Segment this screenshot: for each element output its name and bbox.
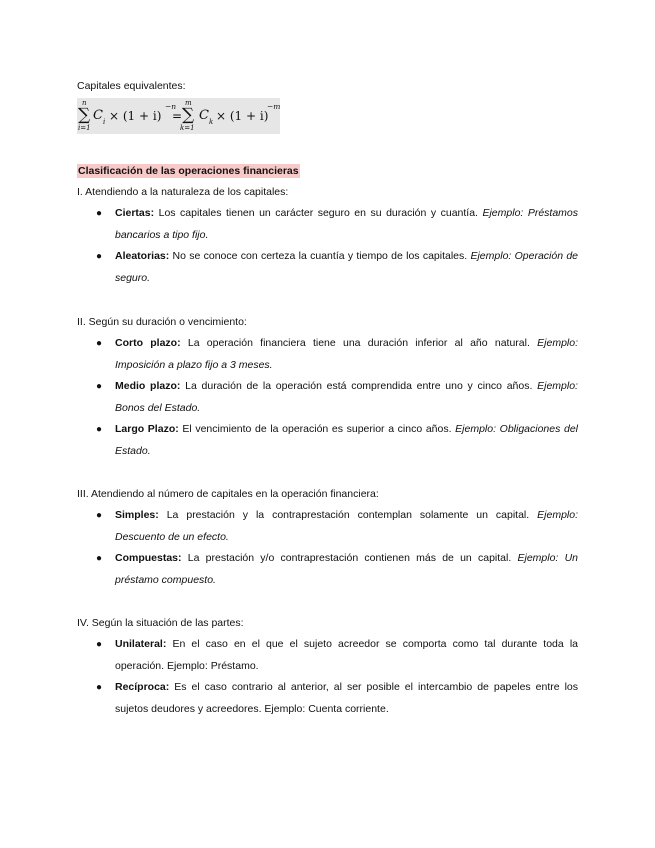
item-term: Corto plazo: bbox=[115, 337, 181, 349]
right-factor: × (1 + i) bbox=[216, 109, 269, 123]
item-example: Ejemplo: Descuento de un efecto. bbox=[115, 509, 578, 543]
right-lower-limit: k=1 bbox=[180, 124, 195, 132]
item-example: Ejemplo: Obligaciones del Estado. bbox=[115, 423, 578, 457]
equals-sign: = bbox=[172, 109, 183, 123]
right-upper-limit: m bbox=[185, 99, 192, 107]
section-title-3: III. Atendiendo al número de capitales en la operación financiera: bbox=[77, 488, 379, 500]
left-exp: −n bbox=[165, 102, 177, 111]
item-text: El vencimiento de la operación es superior a cinco años. bbox=[178, 423, 456, 435]
left-sub: i bbox=[103, 118, 106, 126]
section-title-4: IV. Según la situación de las partes: bbox=[77, 617, 244, 629]
bullet-icon: ● bbox=[96, 251, 103, 262]
left-var: C bbox=[93, 108, 103, 123]
bullet-icon: ● bbox=[96, 510, 103, 521]
item-term: Ciertas: bbox=[115, 207, 155, 219]
item-example: Ejemplo: Un préstamo compuesto. bbox=[115, 552, 578, 586]
item-text: La duración de la operación está comprendida entre uno y cinco años. bbox=[180, 380, 538, 392]
item-example: Ejemplo: Préstamos bancarios a tipo fijo. bbox=[115, 207, 579, 241]
item-example: Ejemplo: Bonos del Estado. bbox=[115, 380, 578, 414]
item-term: Simples: bbox=[115, 509, 159, 521]
item-text: Los capitales tienen un carácter seguro en su duración y cuantía. bbox=[154, 207, 483, 219]
formula-box bbox=[77, 98, 280, 134]
item-example: Ejemplo: Imposición a plazo fijo a 3 meses. bbox=[115, 337, 578, 371]
bullet-icon: ● bbox=[96, 381, 103, 392]
section-heading: Clasificación de las operaciones financieras bbox=[78, 165, 299, 177]
item-term: Largo Plazo: bbox=[115, 423, 179, 435]
item-text: En el caso en el que el sujeto acreedor se comporta como tal durante toda la operación. Ejemplo: Préstamo. bbox=[115, 638, 578, 672]
left-lower-limit: i=1 bbox=[78, 124, 91, 132]
item-text: Es el caso contrario al anterior, al ser posible el intercambio de papeles entre los sujetos deudores y acreedores. Ejemplo: Cuenta corriente. bbox=[115, 681, 578, 715]
item-term: Recíproca: bbox=[115, 681, 170, 693]
bullet-icon: ● bbox=[96, 553, 103, 564]
item-term: Compuestas: bbox=[115, 552, 182, 564]
bullet-icon: ● bbox=[96, 208, 103, 219]
bullet-icon: ● bbox=[96, 338, 103, 349]
right-exp: −m bbox=[267, 102, 281, 111]
item-term: Aleatorias: bbox=[115, 250, 170, 262]
item-term: Medio plazo: bbox=[115, 380, 181, 392]
item-text: La prestación y la contraprestación contemplan solamente un capital. bbox=[158, 509, 538, 521]
left-sum-sign: ∑ bbox=[78, 105, 91, 125]
section-title-2: II. Según su duración o vencimiento: bbox=[77, 316, 247, 328]
right-var: C bbox=[199, 108, 209, 123]
item-term: Unilateral: bbox=[115, 638, 167, 650]
item-text: No se conoce con certeza la cuantía y tiempo de los capitales. bbox=[169, 250, 471, 262]
right-sum-sign: ∑ bbox=[182, 105, 195, 125]
left-factor: × (1 + i) bbox=[109, 109, 162, 123]
right-sub: k bbox=[209, 118, 214, 126]
item-example: Ejemplo: Operación de seguro. bbox=[115, 250, 578, 284]
left-upper-limit: n bbox=[82, 99, 87, 107]
item-text: La operación financiera tiene una duración inferior al año natural. bbox=[180, 337, 538, 349]
bullet-icon: ● bbox=[96, 682, 103, 693]
bullet-icon: ● bbox=[96, 424, 103, 435]
section-title-1: I. Atendiendo a la naturaleza de los capitales: bbox=[77, 186, 289, 198]
item-text: La prestación y/o contraprestación contienen más de un capital. bbox=[181, 552, 518, 564]
bullet-icon: ● bbox=[96, 639, 103, 650]
capitales-label: Capitales equivalentes: bbox=[77, 80, 186, 92]
